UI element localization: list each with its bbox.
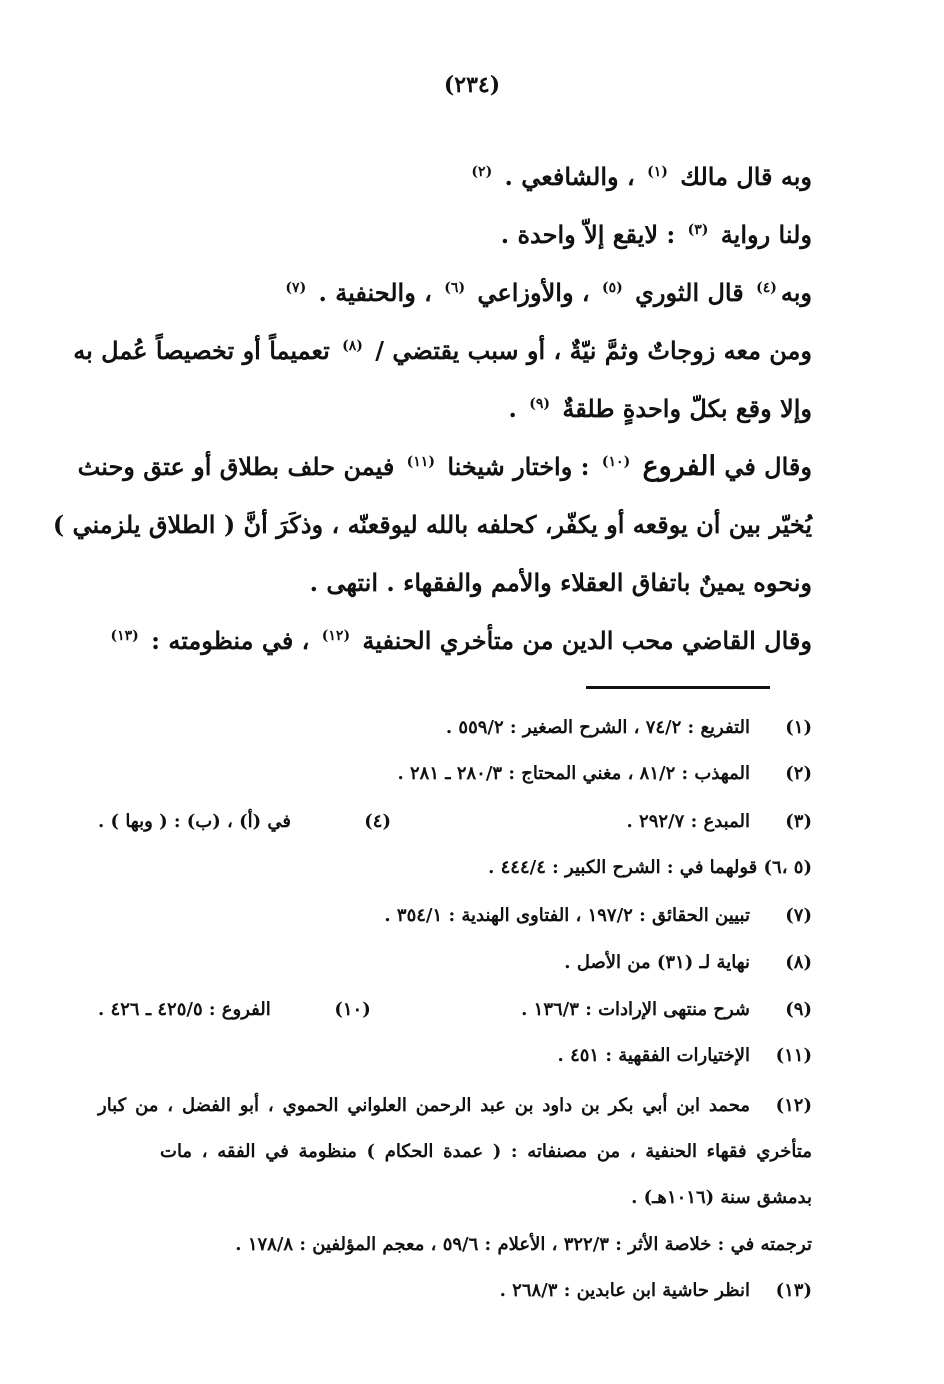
footnote-9-10: [98, 998, 812, 1022]
text-segment: وقال في: [724, 452, 812, 481]
footnote-ref-12[interactable]: (١٢): [321, 628, 351, 644]
text-line-9: [92, 612, 812, 670]
footnote-number: (١): [785, 717, 812, 738]
footnote-12-line-4: ترجمته في : خلاصة الأثر : ٣٢٢/٣ ، الأعلام : ٥٩/٦ ، معجم المؤلفين : ١٧٨/٨ .: [235, 1234, 812, 1255]
footnote-12-line-2: متأخري فقهاء الحنفية ، من مصنفاته : ( عمدة الحكام ) منظومة في الفقه ، مات: [160, 1141, 812, 1162]
footnote-12-line-3: بدمشق سنة (١٠١٦هـ) .: [631, 1187, 812, 1208]
footnote-number: (٤): [364, 811, 391, 832]
footnote-1: [98, 716, 812, 740]
footnote-text: المبدع : ٢٩٢/٧ .: [626, 811, 750, 832]
text-segment: ، والأوزاعي: [477, 278, 590, 307]
text-segment: وقال القاضي محب الدين من متأخري الحنفية: [362, 626, 812, 655]
footnote-text: (٥ ،٦) قولهما في : الشرح الكبير : ٤٤٤/٤ .: [488, 857, 812, 878]
footnote-number: (٢): [785, 763, 812, 784]
footnote-ref-3[interactable]: (٣): [687, 222, 709, 238]
text-line-2: [92, 206, 812, 264]
text-line-5: [92, 380, 812, 438]
footnote-text: شرح منتهى الإرادات : ١٣٦/٣ .: [521, 999, 750, 1020]
footnote-number: (٣): [785, 811, 812, 832]
text-segment: فيمن حلف بطلاق أو عتق وحنث: [77, 452, 395, 481]
text-segment: وبه قال مالك: [680, 162, 812, 191]
footnote-3-4: [98, 810, 812, 834]
footnote-ref-7[interactable]: (٧): [285, 280, 307, 296]
text-segment: وإلا وقع بكلّ واحدةٍ طلقةٌ: [562, 394, 812, 423]
text-segment: : واختار شيخنا: [447, 452, 590, 481]
footnote-ref-10[interactable]: (١٠): [601, 454, 631, 470]
footnote-13: [98, 1279, 812, 1303]
footnote-text: محمد ابن أبي بكر بن داود بن عبد الرحمن العلواني الحموي ، أبو الفضل ، من كبار: [98, 1095, 750, 1116]
text-segment: ، في منظومته :: [151, 626, 310, 655]
footnote-10: [98, 998, 371, 1022]
footnote-ref-11[interactable]: (١١): [406, 454, 435, 470]
footnote-text: نهاية لـ (٣١) من الأصل .: [564, 952, 750, 973]
footnote-number: (١٢): [775, 1095, 812, 1116]
footnote-ref-2[interactable]: (٢): [471, 164, 493, 180]
text-line-3: [92, 264, 812, 322]
text-segment: قال الثوري: [635, 278, 744, 307]
footnote-ref-13[interactable]: (١٣): [110, 628, 139, 644]
footnote-11: [98, 1044, 812, 1068]
text-segment: ، والحنفية .: [318, 278, 432, 307]
text-line-7: يُخيّر بين أن يوقعه أو يكفّر، كحلفه بالله ليوقعنّه ، وذكَرَ أنَّ ( الطلاق يلزمني ): [52, 510, 812, 539]
footnote-text: الفروع : ٤٢٥/٥ ـ ٤٢٦ .: [98, 999, 271, 1020]
footnote-number: (١١): [775, 1045, 812, 1066]
footnote-ref-4[interactable]: (٤): [756, 280, 777, 296]
text-segment: ، والشافعي .: [504, 162, 635, 191]
text-segment: تعميماً أو تخصيصاً عُمل به: [73, 336, 330, 365]
text-segment: .: [508, 394, 517, 423]
text-segment: ولنا رواية: [720, 220, 812, 249]
footnote-number: (١٣): [775, 1280, 812, 1301]
footnote-number: (٩): [785, 999, 812, 1020]
footnote-text: تبيين الحقائق : ١٩٧/٢ ، الفتاوى الهندية : ٣٥٤/١ .: [384, 905, 750, 926]
footnote-text: في (أ) ، (ب) : ( وبها ) .: [98, 811, 291, 832]
footnote-2: [98, 762, 812, 786]
text-segment: وبه: [780, 278, 812, 307]
footnote-ref-9[interactable]: (٩): [529, 396, 550, 412]
footnote-text: التفريع : ٧٤/٢ ، الشرح الصغير : ٥٥٩/٢ .: [445, 717, 750, 738]
footnote-12-line-1: [98, 1094, 812, 1118]
footnote-text: الإختيارات الفقهية : ٤٥١ .: [557, 1045, 750, 1066]
footnote-ref-6[interactable]: (٦): [444, 280, 466, 296]
footnote-7: [98, 904, 812, 928]
text-segment: ومن معه زوجاتٌ وثمَّ نيّةٌ ، أو سبب يقتضي /: [375, 336, 812, 365]
footnote-number: (٨): [785, 952, 812, 973]
footnote-4: [98, 810, 391, 834]
footnote-number: (١٠): [334, 999, 371, 1020]
footnote-text: المهذب : ٨١/٢ ، مغني المحتاج : ٢٨٠/٣ ـ ٢٨١ .: [397, 763, 750, 784]
footnote-text: انظر حاشية ابن عابدين : ٢٦٨/٣ .: [499, 1280, 750, 1301]
text-line-8: ونحوه يمينٌ باتفاق العقلاء والأمم والفقهاء . انتهى .: [309, 568, 812, 597]
text-segment: : لايقع إلاّ واحدة .: [500, 220, 676, 249]
footnote-8: [98, 951, 812, 975]
main-text: [52, 148, 812, 670]
footnote-number: (٧): [785, 905, 812, 926]
text-line-4: [73, 322, 812, 380]
footnote-ref-8[interactable]: (٨): [342, 338, 363, 354]
text-line-6: [77, 438, 812, 496]
text-line-1: [92, 148, 812, 206]
footnote-5-6: [98, 856, 812, 880]
book-title-furu: الفروع: [642, 451, 716, 482]
page-number: (٢٣٤): [443, 72, 501, 98]
footnote-ref-5[interactable]: (٥): [602, 280, 623, 296]
footnote-ref-1[interactable]: (١): [647, 164, 668, 180]
footnote-separator: [586, 686, 770, 689]
